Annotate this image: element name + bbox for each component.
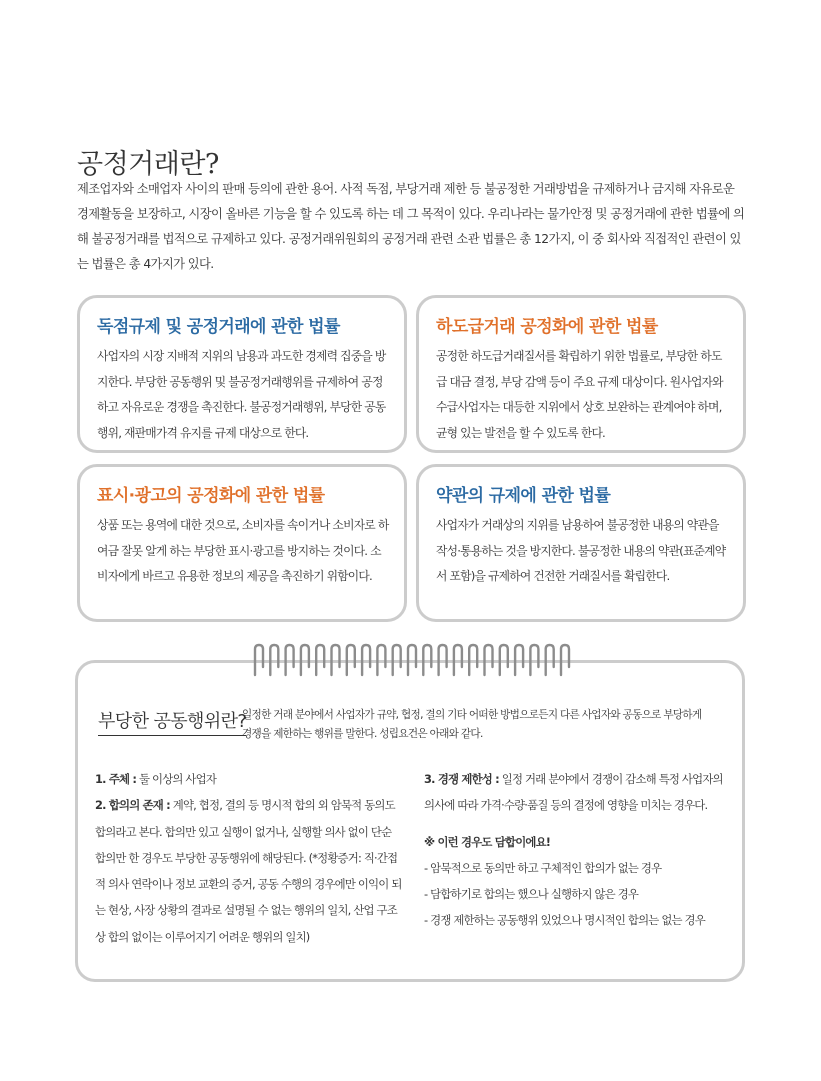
law-card-body: 사업자의 시장 지배적 지위의 남용과 과도한 경제력 집중을 방지한다. 부당한 공동행위 및 불공정거래행위를 규제하여 공정하고 자유로운 경쟁을 촉진한다. 불공정거래행위, 부당한 공동 행위, 재판매가격 유지를 규제 대상으로 한다. <box>97 349 386 440</box>
binding-ring <box>469 645 477 675</box>
binding-ring <box>454 645 462 675</box>
note-item: - 담합하기로 합의는 했으나 실행하지 않은 경우 <box>424 887 639 902</box>
binding-ring <box>561 645 569 675</box>
law-card-title: 하도급거래 공정화에 관한 법률 <box>436 317 658 337</box>
law-card-body: 사업자가 거래상의 지위를 남용하여 불공정한 내용의 약관을 작성·통용하는 것을 방지한다. 불공정한 내용의 약관(표준계약서 포함)을 규제하여 건전한 거래질서를 확립한다. <box>436 518 726 583</box>
requirements-right-column <box>424 766 734 934</box>
law-card-advertising <box>77 464 407 622</box>
requirement-competition: 3. 경쟁 제한성 : 일정 거래 분야에서 경쟁이 감소해 특정 사업자의 의사에 따라 가격·수량·품질 등의 결정에 영향을 미치는 경우다. <box>424 772 723 813</box>
binding-ring <box>286 645 294 675</box>
binding-ring <box>408 645 416 675</box>
note-title: ※ 이런 경우도 담합이에요! <box>424 834 551 849</box>
note-item: - 경쟁 제한하는 공동행위 있었으나 명시적인 합의는 없는 경우 <box>424 913 705 928</box>
binding-ring <box>423 645 431 675</box>
requirement-agreement: 2. 합의의 존재 : 계약, 협정, 결의 등 명시적 합의 외 암묵적 동의도 합의라고 본다. 합의만 있고 실행이 없거나, 실행할 의사 없이 단순 합의만 한 경우도 부당한 공동행위에 해당된다. (*정황증거: 직·간접적 의사 연락이나 정보 교환의 증거, 공동 수행의 경우에만 이익이 되는 현상, 사장 상황의 결과로 설명될 수 없는 행위의 일치, 산업 구조상 합의 없이는 이루어지기 어려운 행위의 일치) <box>95 798 402 944</box>
law-card-monopoly <box>77 295 407 453</box>
unfair-joint-action-box <box>75 660 745 982</box>
law-card-title: 표시·광고의 공정화에 관한 법률 <box>97 486 325 506</box>
binding-ring <box>500 645 508 675</box>
binding-ring <box>316 645 324 675</box>
law-card-title: 약관의 규제에 관한 법률 <box>436 486 611 506</box>
law-card-title: 독점규제 및 공정거래에 관한 법률 <box>97 317 340 337</box>
binding-ring <box>301 645 309 675</box>
binding-ring <box>377 645 385 675</box>
binding-ring <box>439 645 447 675</box>
binding-ring <box>393 645 401 675</box>
requirement-subject: 1. 주체 : 둘 이상의 사업자 <box>95 772 217 786</box>
binding-ring <box>546 645 554 675</box>
unfair-title: 부당한 공동행위란? <box>98 707 246 736</box>
law-card-body: 상품 또는 용역에 대한 것으로, 소비자를 속이거나 소비자로 하여금 잘못 알게 하는 부당한 표시·광고를 방지하는 것이다. 소비자에게 바르고 유용한 정보의 제공을 촉진하기 위함이다. <box>97 518 389 583</box>
law-card-subcontract <box>416 295 746 453</box>
binding-ring <box>485 645 493 675</box>
binding-ring <box>515 645 523 675</box>
spiral-binding-rings <box>249 643 579 679</box>
unfair-description: 일정한 거래 분야에서 사업자가 규약, 협정, 결의 기타 어떠한 방법으로든지 다른 사업자와 공동으로 부당하게 경쟁을 제한하는 행위를 말한다. 성립요건은 아래와 같다. <box>242 709 702 740</box>
binding-ring <box>332 645 340 675</box>
binding-ring <box>362 645 370 675</box>
note-item: - 암묵적으로 동의만 하고 구체적인 합의가 없는 경우 <box>424 860 662 875</box>
binding-ring <box>255 645 263 675</box>
requirements-left-column <box>95 766 403 950</box>
binding-ring <box>347 645 355 675</box>
intro-paragraph <box>77 177 745 277</box>
binding-ring <box>530 645 538 675</box>
intro-text: 제조업자와 소매업자 사이의 판매 등의에 관한 용어. 사적 독점, 부당거래 제한 등 불공정한 거래방법을 규제하거나 금지해 자유로운 경제활동을 보장하고, 시장이 올바른 기능을 할 수 있도록 하는 데 그 목적이 있다. 우리나라는 물가안정 및 공정거래에 관한 법률에 의해 불공정거래를 법적으로 규제하고 있다. 공정거래위원회의 공정거래 관련 소관 법률은 총 12가지, 이 중 회사와 직접적인 관련이 있는 법률은 총 4가지가 있다. <box>77 182 745 271</box>
law-card-terms <box>416 464 746 622</box>
page-title: 공정거래란? <box>77 149 219 181</box>
law-card-body: 공정한 하도급거래질서를 확립하기 위한 법률로, 부당한 하도급 대금 결정, 부당 감액 등이 주요 규제 대상이다. 원사업자와 수급사업자는 대등한 지위에서 상호 보완하는 관계여야 하며, 균형 있는 발전을 할 수 있도록 한다. <box>436 349 723 440</box>
binding-ring <box>270 645 278 675</box>
